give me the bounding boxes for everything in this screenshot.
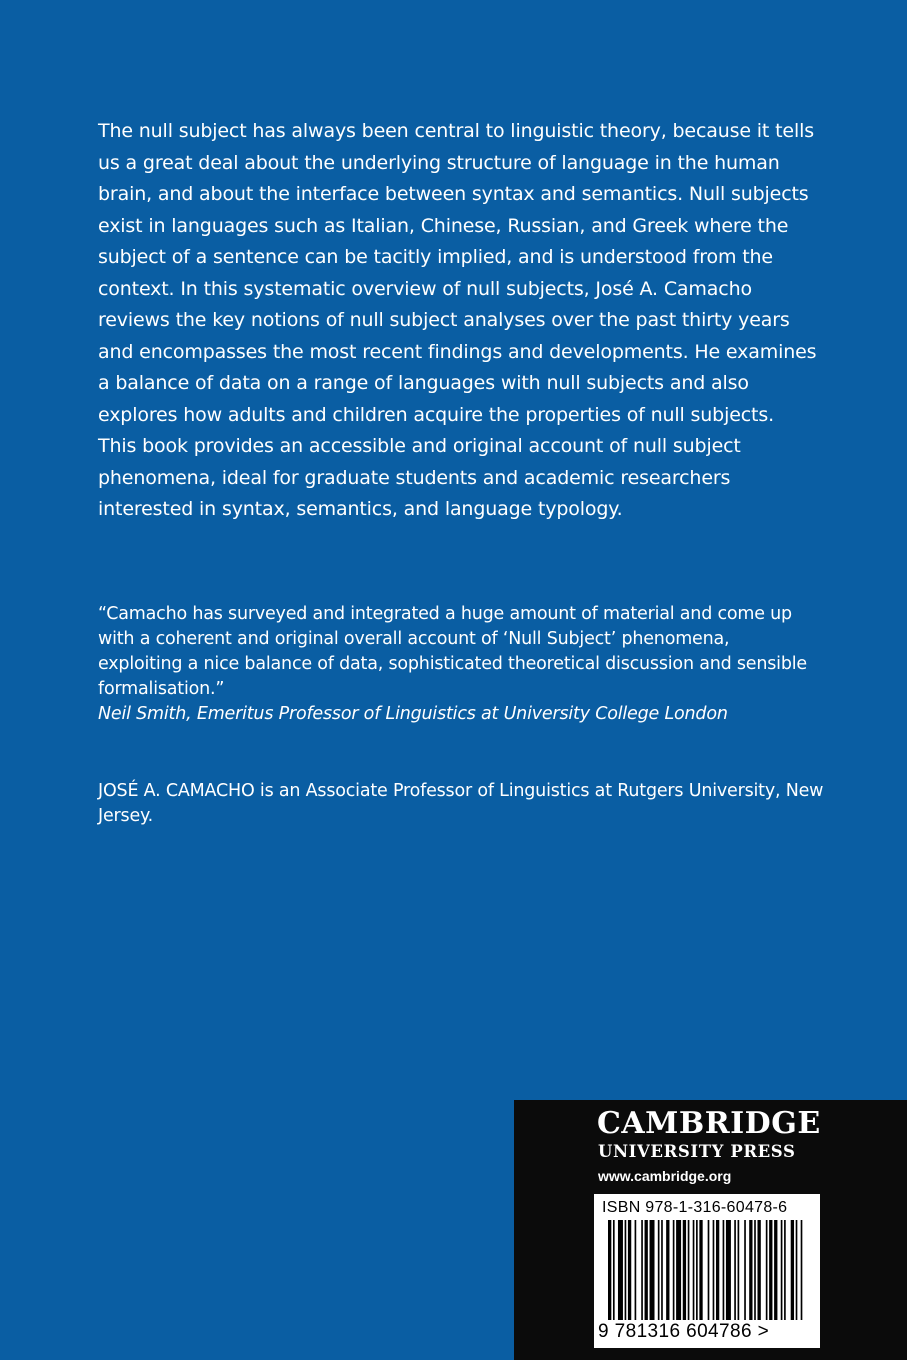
author-bio: JOSÉ A. CAMACHO is an Associate Professor of Linguistics at Rutgers University, New Jersey. bbox=[98, 781, 824, 826]
publisher-subname: UNIVERSITY PRESS bbox=[598, 1142, 796, 1161]
endorsement bbox=[98, 602, 818, 727]
barcode-panel bbox=[594, 1194, 820, 1348]
endorsement-quote: “Camacho has surveyed and integrated a huge amount of material and come up with a coherent and original overall account of ‘Null Subject’ phenomena, exploiting a nice balance of data, sophisticated theoretical discussion and sensible formalisation.” bbox=[98, 604, 807, 699]
barcode-digits: 9 781316 604786 > bbox=[598, 1321, 770, 1342]
barcode-icon bbox=[608, 1220, 804, 1320]
book-blurb: The null subject has always been central to linguistic theory, because it tells us a great deal about the underlying structure of language in the human brain, and about the interface between syntax and semantics. Null subjects exist in languages such as Italian, Chinese, Russian, and Greek where the subject of a sentence can be tacitly implied, and is understood from the context. In this systematic overview of null subjects, José A. Camacho reviews the key notions of null subject analyses over the past thirty years and encompasses the most recent findings and developments. He examines a balance of data on a range of languages with null subjects and also explores how adults and children acquire the properties of null subjects. This book provides an accessible and original account of null subject phenomena, ideal for graduate students and academic researchers interested in syntax, semantics, and language typology. bbox=[98, 120, 817, 520]
publisher-box bbox=[514, 1100, 907, 1360]
publisher-url: www.cambridge.org bbox=[598, 1168, 732, 1184]
isbn-label: ISBN 978-1-316-60478-6 bbox=[602, 1199, 788, 1216]
endorsement-attribution: Neil Smith, Emeritus Professor of Linguistics at University College London bbox=[98, 704, 728, 724]
publisher-name: CAMBRIDGE bbox=[597, 1106, 821, 1141]
